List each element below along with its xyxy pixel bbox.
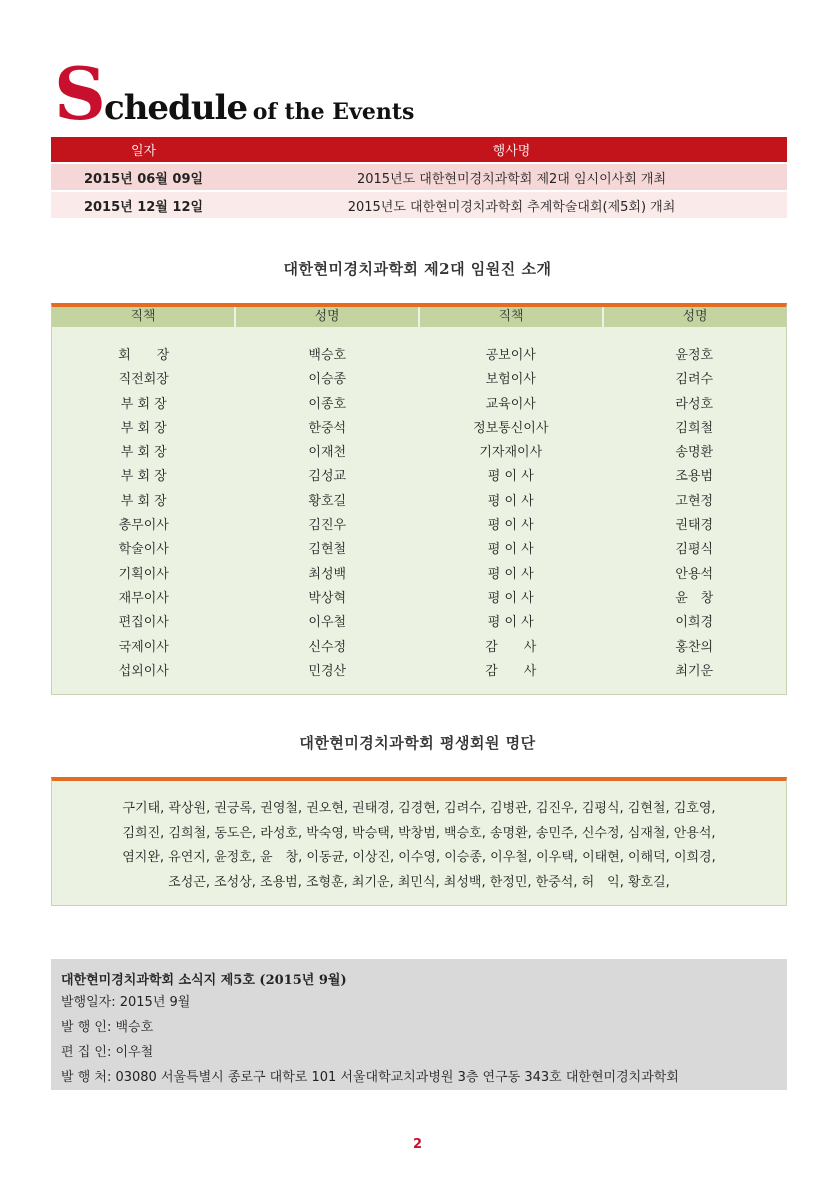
officers-header [52, 307, 786, 327]
officer-position: 기획이사 [118, 566, 169, 582]
officers-header-cell: 직책 [52, 307, 236, 327]
officer-name: 박상혁 [308, 590, 347, 606]
schedule-row [51, 164, 787, 190]
officer-name: 라성호 [675, 396, 714, 412]
officer-position: 회 장 [118, 348, 170, 363]
officer-position: 평 이 사 [487, 615, 534, 631]
officer-position: 정보통신이사 [473, 420, 549, 436]
officer-name: 권태경 [675, 518, 714, 534]
officer-position: 부 회 장 [120, 493, 167, 509]
officers-header-cell: 직책 [420, 307, 604, 327]
officer-name: 이희경 [675, 615, 714, 631]
officer-position: 부 회 장 [120, 396, 167, 412]
officers-row [52, 660, 786, 684]
page-number: 2 [412, 1137, 423, 1152]
officers-row [52, 636, 786, 660]
officers-row [52, 514, 786, 538]
officers-row [52, 465, 786, 489]
publisher: 발 행 인: 백승호 [61, 1020, 154, 1035]
officers-header-cell: 성명 [236, 307, 420, 327]
schedule-header-event: 행사명 [492, 144, 531, 159]
officer-name: 윤 창 [675, 590, 714, 606]
schedule-date: 2015년 06월 09일 [83, 171, 204, 187]
officer-position: 기자재이사 [479, 445, 543, 461]
officers-section-title: 대한현미경치과학회 제2대 임원진 소개 [283, 260, 552, 278]
officer-position: 편집이사 [118, 615, 169, 631]
officer-position: 평 이 사 [487, 590, 534, 606]
officer-name: 윤정호 [675, 348, 714, 363]
schedule-header-date: 일자 [130, 144, 157, 159]
officers-row [52, 393, 786, 417]
officer-name: 민경산 [308, 663, 347, 679]
officer-position: 평 이 사 [487, 493, 534, 509]
officer-name: 김평식 [675, 542, 714, 558]
schedule-row [51, 192, 787, 218]
officers-row [52, 538, 786, 562]
schedule-event: 2015년도 대한현미경치과학회 추계학술대회(제5회) 개최 [347, 199, 676, 215]
officers-body [52, 327, 786, 684]
officer-position: 부 회 장 [120, 420, 167, 436]
officer-name: 한중석 [308, 420, 347, 436]
officers-row [52, 563, 786, 587]
members-body [52, 781, 786, 895]
officer-position: 총무이사 [118, 518, 169, 534]
officer-position: 교육이사 [485, 396, 536, 412]
officers-row [52, 368, 786, 392]
officer-position: 평 이 사 [487, 566, 534, 582]
officer-name: 고현정 [675, 493, 714, 509]
members-line: 김희진, 김희철, 동도은, 라성호, 박숙영, 박승택, 박창범, 백승호, 송명환, 송민주, 신수정, 심재철, 안용석, [122, 825, 716, 841]
members-line: 구기태, 곽상원, 권긍록, 권영철, 권오현, 권태경, 김경현, 김려수, 김병관, 김진우, 김평식, 김현철, 김호영, [122, 801, 716, 816]
officer-position: 부 회 장 [120, 445, 167, 461]
officer-position: 평 이 사 [487, 542, 534, 558]
publication-date: 발행일자: 2015년 9월 [61, 995, 191, 1010]
officer-name: 최기운 [675, 663, 714, 679]
officer-position: 공보이사 [485, 348, 536, 363]
schedule-table [51, 137, 787, 218]
officer-name: 송명환 [675, 445, 714, 461]
officers-row [52, 587, 786, 611]
officer-name: 홍찬의 [675, 639, 714, 655]
officer-name: 이승종 [308, 372, 347, 388]
officer-position: 평 이 사 [487, 469, 534, 485]
officer-name: 황호길 [308, 493, 347, 509]
officer-name: 안용석 [675, 566, 714, 582]
officer-name: 이종호 [308, 396, 347, 412]
publication-info-box [51, 959, 787, 1090]
officer-position: 학술이사 [118, 542, 169, 558]
officer-position: 섭외이사 [118, 663, 169, 679]
schedule-date: 2015년 12월 12일 [83, 199, 204, 215]
title-word: chedule [104, 88, 248, 128]
officer-position: 보험이사 [485, 372, 536, 388]
officer-position: 감 사 [485, 663, 537, 679]
officer-name: 이재천 [308, 445, 347, 461]
officer-name: 이우철 [308, 615, 347, 631]
publication-info-lines [51, 986, 787, 1090]
officer-position: 감 사 [485, 639, 537, 655]
schedule-event: 2015년도 대한현미경치과학회 제2대 임시이사회 개최 [356, 171, 667, 187]
officer-name: 김현철 [308, 542, 347, 558]
officer-name: 최성백 [308, 566, 347, 582]
officer-position: 국제이사 [118, 639, 169, 655]
members-line: 염지완, 유연지, 윤정호, 윤 창, 이동균, 이상진, 이수영, 이승종, 이우철, 이우택, 이태현, 이해덕, 이희경, [122, 850, 716, 865]
officers-header-cell: 성명 [682, 309, 708, 324]
publication-info-title: 대한현미경치과학회 소식지 제5호 (2015년 9월) [61, 973, 347, 988]
officer-name: 김려수 [675, 372, 714, 388]
publisher-address: 발 행 처: 03080 서울특별시 종로구 대학로 101 서울대학교치과병원 3층 연구동 343호 대한현미경치과학회 [61, 1070, 679, 1085]
editor: 편 집 인: 이우철 [61, 1045, 154, 1060]
officer-name: 김진우 [308, 518, 347, 534]
officers-table [51, 303, 787, 695]
officer-position: 평 이 사 [487, 518, 534, 534]
title-initial: S [54, 51, 104, 136]
officer-position: 직전회장 [118, 372, 169, 388]
members-section-title: 대한현미경치과학회 평생회원 명단 [299, 734, 536, 752]
title-rest: of the Events [252, 99, 415, 125]
members-box [51, 777, 787, 906]
officer-name: 김희철 [675, 420, 714, 436]
officer-position: 부 회 장 [120, 469, 167, 485]
officer-name: 김성교 [308, 469, 347, 485]
officer-name: 조용범 [675, 469, 714, 485]
schedule-header [51, 137, 787, 162]
officers-row [52, 611, 786, 635]
officers-row [52, 441, 786, 465]
page-title [54, 51, 415, 136]
officer-name: 백승호 [308, 348, 347, 363]
officers-row [52, 344, 786, 368]
officers-row [52, 417, 786, 441]
officer-name: 신수정 [308, 639, 347, 655]
officers-row [52, 490, 786, 514]
members-line: 조성곤, 조성상, 조용범, 조형훈, 최기운, 최민식, 최성백, 한정민, 한중석, 허 익, 황호길, [168, 874, 670, 890]
officer-position: 재무이사 [118, 590, 169, 606]
